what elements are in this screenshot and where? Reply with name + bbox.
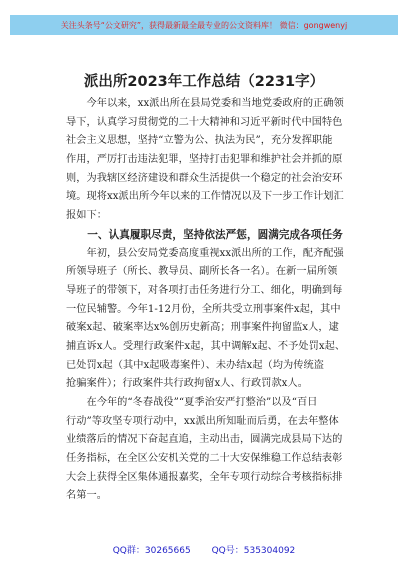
body-text-line: 报如下：: [66, 210, 107, 222]
body-text-line: 捕直诉x人。受理行政案件x起，其中调解x起、不予处罚x起、: [66, 340, 346, 352]
body-text-line: 抢骗案件）；行政案件共行政拘留x人、行政罚款x人。: [66, 378, 308, 390]
section-heading: 一、认真履职尽责，坚持依法严惩，圆满完成各项任务: [66, 228, 343, 241]
qq-group-text: QQ群：30265665: [112, 546, 191, 556]
body-text-line: 导班子的带领下，对各项打击任务进行分工、细化，明确到每: [66, 284, 343, 296]
body-text-line: 名第一。: [66, 490, 107, 502]
body-text-line: 境。现将xx派出所今年以来的工作情况以及下一步工作计划汇: [66, 191, 344, 203]
document-title: 派出所2023年工作总结（2231字）: [83, 74, 325, 90]
body-text-line: 今年以来，xx派出所在县局党委和当地党委政府的正确领: [66, 98, 344, 109]
body-text-line: 年初，县公安局党委高度重视xx派出所的工作，配齐配强: [66, 247, 344, 259]
body-text-line: 作用，严厉打击违法犯罪，坚持打击犯罪和维护社会并抓的原: [66, 154, 343, 166]
body-text-line: 已处罚x起（其中x起吸毒案件）、未办结x起（均为传统盗: [66, 359, 324, 371]
body-text-line: 所领导班子（所长、教导员、副所长各一名）。在新一届所领: [66, 266, 338, 278]
body-text-line: 社会主义思想，坚持“立警为公、执法为民”，充分发挥职能: [66, 135, 333, 147]
body-text-line: 大会上获得全区集体通报嘉奖，全年专项行动综合考核指标排: [66, 471, 343, 483]
body-text-line: 任务指标，在全区公安机关党的二十大安保维稳工作总结表彰: [66, 453, 343, 465]
body-text-line: 则，为我辖区经济建设和群众生活提供一个稳定的社会治安环: [66, 172, 343, 184]
document-body: [66, 95, 348, 506]
body-text-line: 行动”等攻坚专项行动中，xx派出所知耻而后勇，在去年整体: [66, 415, 339, 427]
qq-number-text: QQ号：535304092: [211, 546, 296, 556]
body-text-line: 破案x起、破案率达x%创历史新高；刑事案件拘留监x人，逮: [66, 322, 339, 334]
body-text-line: 一位民辅警。今年1-12月份，全所共受立刑事案件x起，其中: [66, 303, 341, 315]
promo-banner: 关注头条号“公文研究”，获得最新最全最专业的公文资料库！ 微信：gongwenyj: [10, 15, 398, 35]
body-text-line: 导下，认真学习贯彻党的二十大精神和习近平新时代中国特色: [66, 116, 343, 128]
body-text-line: 业绩落后的情况下奋起直追，主动出击，圆满完成县局下达的: [66, 434, 343, 446]
contact-footer: [0, 543, 408, 556]
body-text-line: 在今年的“冬春战役”“夏季治安严打整治”以及“百日: [66, 397, 318, 408]
